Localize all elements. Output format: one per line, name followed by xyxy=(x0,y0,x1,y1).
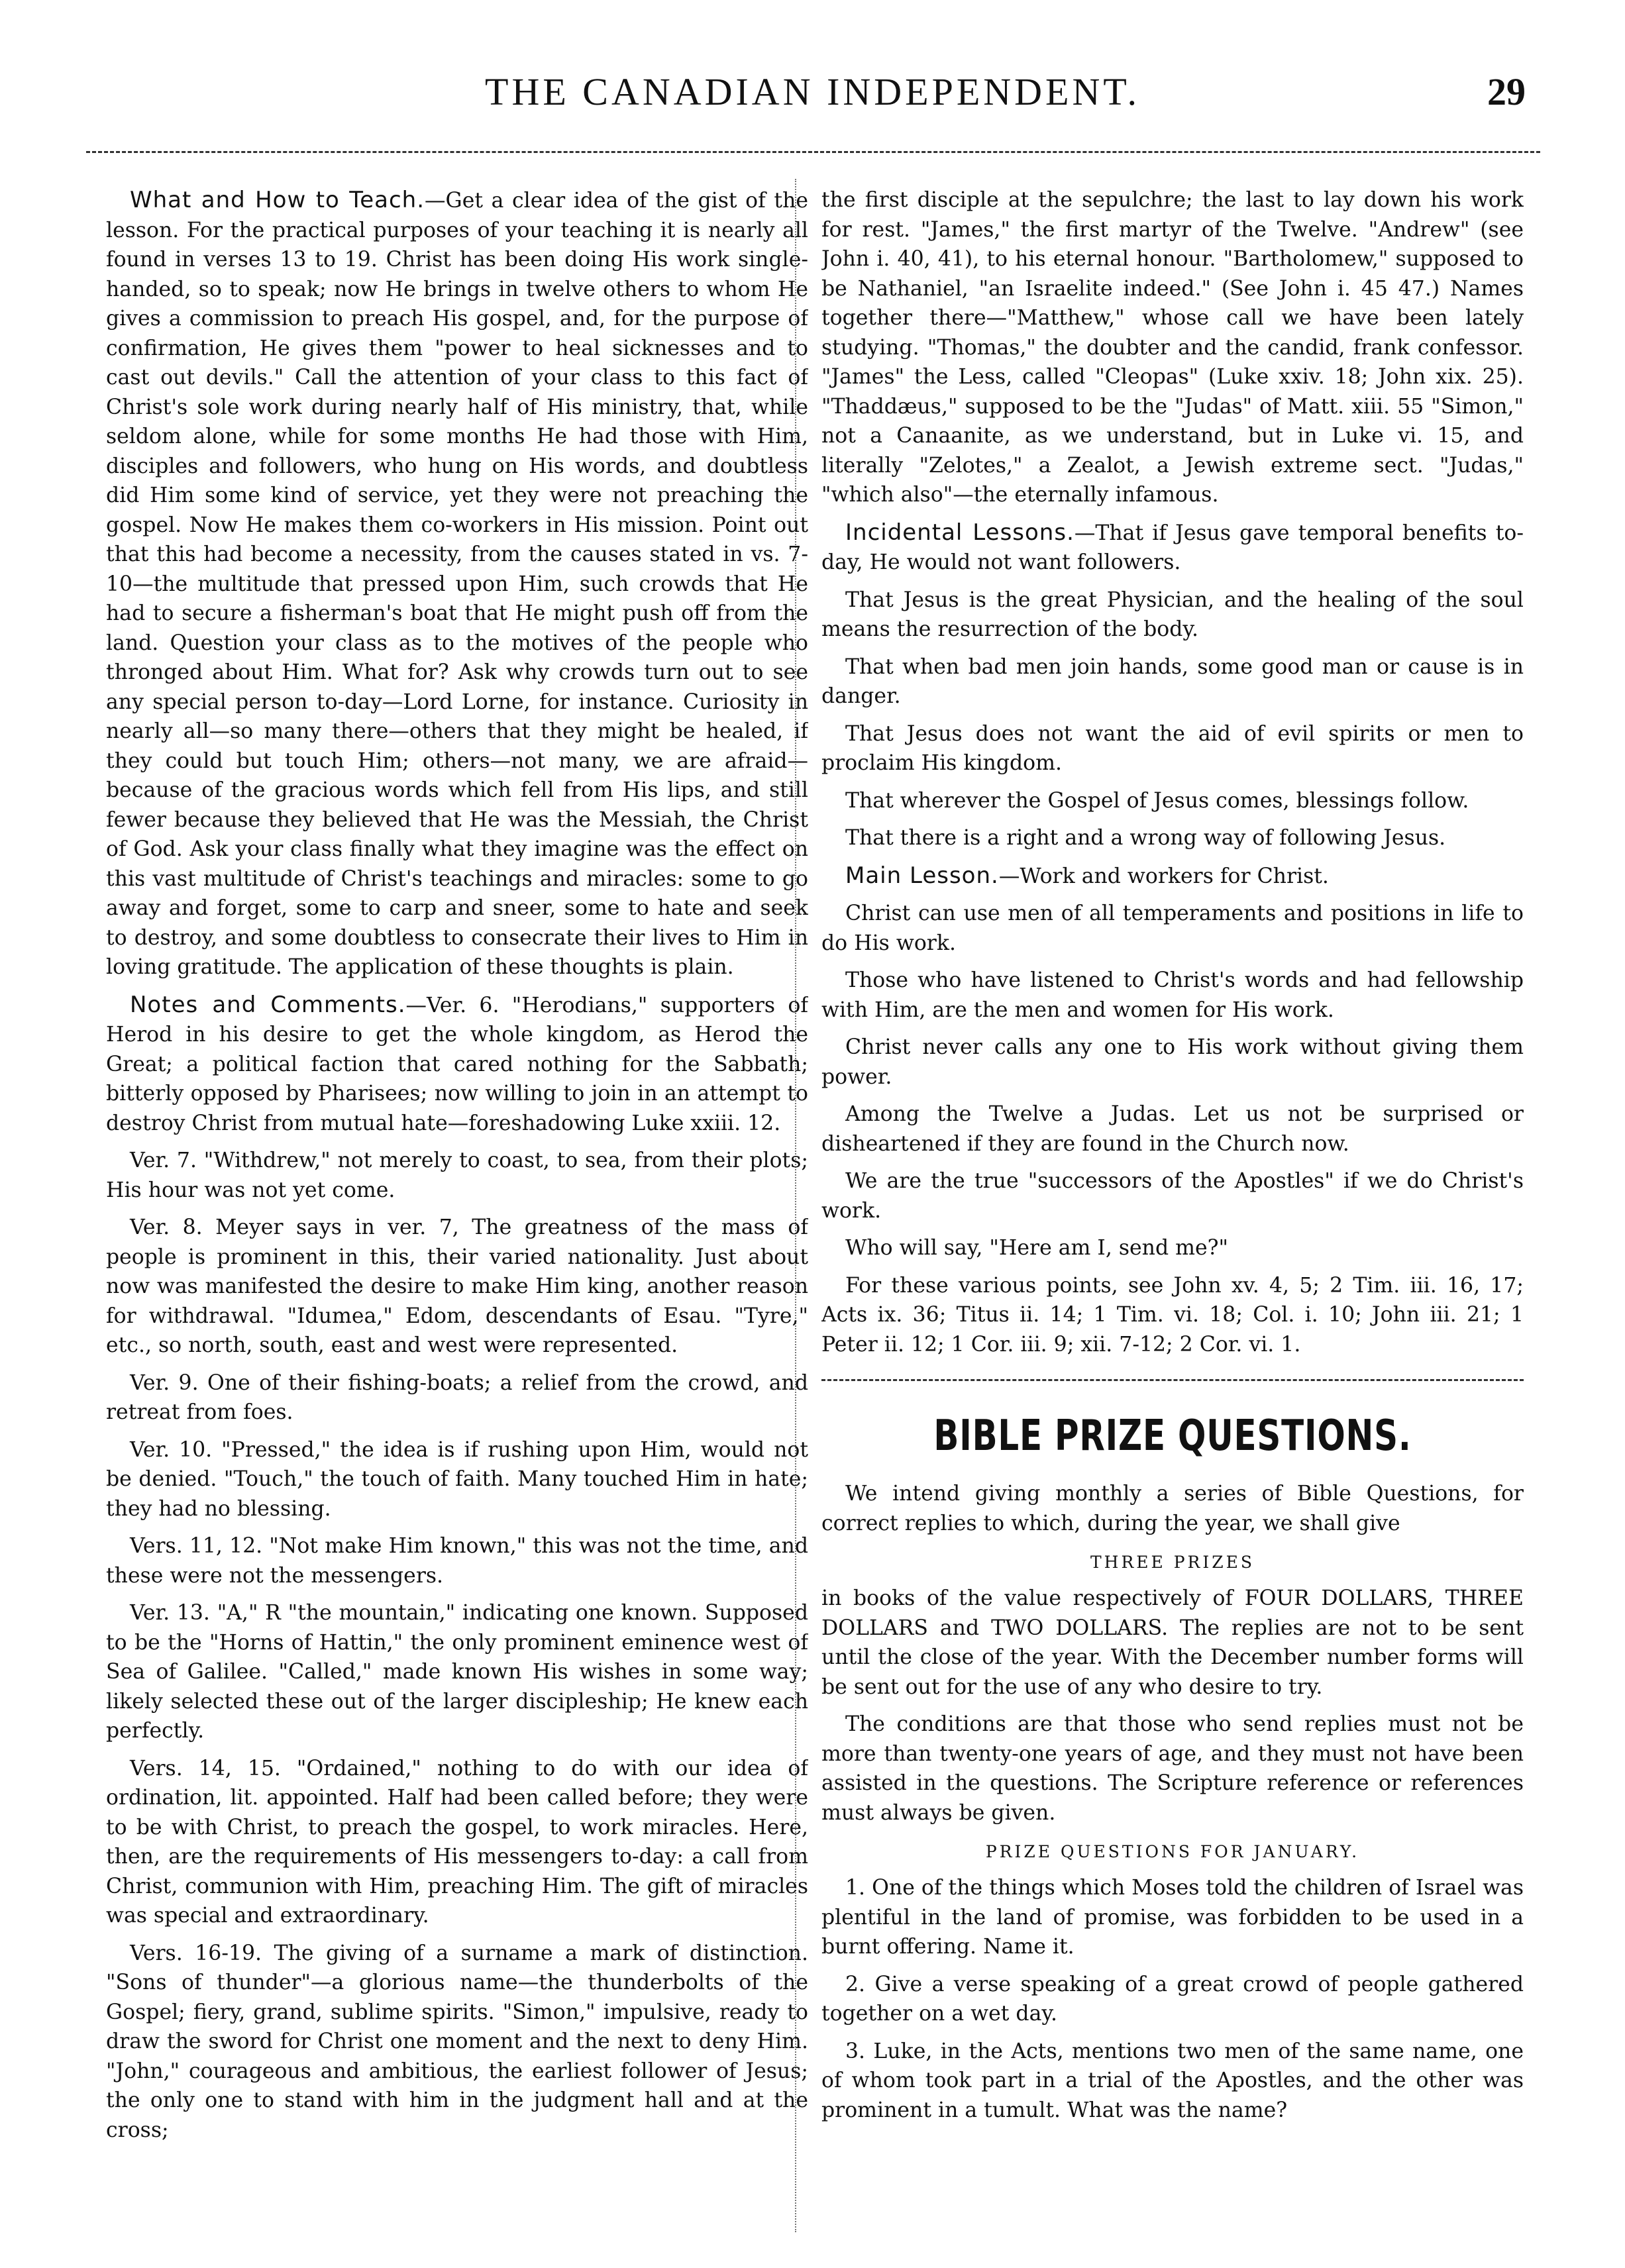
main-lesson-item: Christ never calls any one to His work without giving them power. xyxy=(821,1035,1524,1089)
main-lesson-item: Who will say, "Here am I, send me?" xyxy=(845,1236,1229,1260)
prizes-body: in books of the value respectively of FOUR DOLLARS, THREE DOLLARS and TWO DOLLARS. The replies are not to be sent until the close of the year. With the December number forms will be sent out for the use of any who desire to try. xyxy=(821,1586,1524,1699)
teach-body: —Get a clear idea of the gist of the lesson. For the practical purposes of your teaching it is nearly all found in verses 13 to 19. Christ has been doing His work single-handed, so to speak; now He brings in twelve others to whom He gives a commission to preach His gospel, and, for the purpose of confirmation, He gives them "power to heal sicknesses and to cast out devils." Call the attention of your class to this fact of Christ's sole work during nearly half of His ministry, that, while seldom alone, while for some months He had those with Him, disciples and followers, who hung on His words, and doubtless did Him some kind of service, yet they were not preaching the gospel. Now He makes them co-workers in His mission. Point out that this had become a necessity, from the causes stated in vs. 7-10—the multitude that pressed upon Him, such crowds that He had to secure a fisherman's boat that He might push off from the land. Question your class as to the motives of the people who thronged about Him. What for? Ask why crowds turn out to see any special person to-day—Lord Lorne, for instance. Curiosity in nearly all—so many there—others that they might be healed, if they could but touch Him; others—not many, we are afraid—because of the gracious words which fell from His lips, and still fewer because they believed that He was the Messiah, the Christ of God. Ask your class finally what they imagine was the effect on this vast multitude of Christ's teachings and miracles: some to go away and forget, some to carp and sneer, some to hate and seek to destroy, and some doubtless to consecrate their lives to Him in loving gratitude. The application of these thoughts is plain. xyxy=(106,189,808,979)
conditions-paragraph: The conditions are that those who send replies must not be more than twenty-one years of age, and they must not have been assisted in the questions. The Scripture reference or references must always be given. xyxy=(821,1712,1524,1825)
lesson-item: That wherever the Gospel of Jesus comes, blessings follow. xyxy=(845,788,1469,813)
verse-note: Vers. 11, 12. "Not make Him known," this was not the time, and these were not the messengers. xyxy=(106,1534,808,1588)
prize-questions-title: BIBLE PRIZE QUESTIONS. xyxy=(933,1412,1412,1461)
verse-note: Ver. 13. "A," R "the mountain," indicating one known. Supposed to be the "Horns of Hattin," the only prominent eminence west of Sea of Galilee. "Called," made known His wishes in some way; likely selected these out of the larger discipleship; He knew each perfectly. xyxy=(106,1601,808,1743)
prize-intro: We intend giving monthly a series of Bible Questions, for correct replies to which, during the year, we shall give xyxy=(821,1482,1524,1535)
main-lesson-item: For these various points, see John xv. 4, 5; 2 Tim. iii. 16, 17; Acts ix. 36; Titus ii. 14; 1 Tim. vi. 18; Col. i. 10; John iii. 21; 1 Peter ii. 12; 1 Cor. iii. 9; xii. 7-12; 2 Cor. vi. 1. xyxy=(821,1273,1524,1357)
january-questions-heading: PRIZE QUESTIONS FOR JANUARY. xyxy=(985,1842,1360,1861)
masthead-title: THE CANADIAN INDEPENDENT. xyxy=(485,70,1140,113)
main-lesson-body: —Work and workers for Christ. xyxy=(998,864,1329,888)
prize-question: 3. Luke, in the Acts, mentions two men of the same name, one of whom took part in a trial of the Apostles, and the other was prominent in a tumult. What was the name? xyxy=(821,2039,1524,2122)
verse-note: Ver. 9. One of their fishing-boats; a relief from the crowd, and retreat from foes. xyxy=(106,1370,808,1424)
prize-question: 2. Give a verse speaking of a great crowd of people gathered together on a wet day. xyxy=(821,1972,1524,2026)
notes-body: —Ver. 6. "Herodians," supporters of Herod in his desire to get the whole kingdom, as Herod the Great; a political faction that cared nothing for the Sabbath; bitterly opposed by Pharisees; now willing to join in an attempt to destroy Christ from mutual hate—foreshadowing Luke xxiii. 12. xyxy=(106,993,808,1135)
teach-paragraph xyxy=(106,185,808,982)
verse-note: Vers. 14, 15. "Ordained," nothing to do with our idea of ordination, lit. appointed. Half had been called before; they were to be with Christ, to preach the gospel, to work miracles. Here, then, are the requirements of His messengers to-day: a call from Christ, communion with Him, preaching Him. The gift of miracles was special and extraordinary. xyxy=(106,1756,808,1928)
section-rule xyxy=(821,1379,1524,1381)
incidental-paragraph xyxy=(821,518,1524,578)
main-lesson-heading: Main Lesson. xyxy=(845,862,999,889)
main-lesson-item: Among the Twelve a Judas. Let us not be surprised or disheartened if they are found in the Church now. xyxy=(821,1102,1524,1156)
incidental-heading: Incidental Lessons. xyxy=(845,519,1075,546)
incidental-body: —That if Jesus gave temporal benefits to-day, He would not want followers. xyxy=(821,521,1524,574)
notes-heading: Notes and Comments. xyxy=(130,991,406,1018)
continuation-paragraph: the first disciple at the sepulchre; the last to lay down his work for rest. "James," the first martyr of the Twelve. "Andrew" (see John i. 40, 41), to his eternal honour. "Bartholomew," supposed to be Nathaniel, "an Israelite indeed." (See John i. 45 47.) Names together there—"Matthew," whose call we have been lately studying. "Thomas," the doubter and the candid, frank confessor. "James" the Less, called "Cleopas" (Luke xxiv. 18; John xix. 25). "Thaddæus," supposed to be the "Judas" of Matt. xiii. 55 "Simon," not a Canaanite, as we understand, but in Luke vi. 15, and literally "Zelotes," a Zealot, a Jewish extreme sect. "Judas," "which also"—the eternally infamous. xyxy=(821,188,1524,507)
right-column xyxy=(821,185,1524,2232)
lesson-item: That Jesus is the great Physician, and the healing of the soul means the resurrection of the body. xyxy=(821,588,1524,641)
lesson-item: That there is a right and a wrong way of following Jesus. xyxy=(845,826,1446,850)
teach-heading: What and How to Teach. xyxy=(130,187,425,213)
lesson-item: That Jesus does not want the aid of evil spirits or men to proclaim His kingdom. xyxy=(821,721,1524,775)
header-rule xyxy=(86,151,1540,153)
page-header xyxy=(0,70,1625,129)
verse-note: Vers. 16-19. The giving of a surname a mark of distinction. "Sons of thunder"—a glorious name—the thunderbolts of the Gospel; fiery, grand, sublime spirits. "Simon," impulsive, ready to draw the sword for Christ one moment and the next to deny Him. "John," courageous and ambitious, the earliest follower of Jesus; the only one to stand with him in the judgment hall and at the cross; xyxy=(106,1941,808,2142)
lesson-item: That when bad men join hands, some good man or cause is in danger. xyxy=(821,654,1524,708)
left-column xyxy=(106,185,808,2232)
main-lesson-item: Those who have listened to Christ's words and had fellowship with Him, are the men and women for His work. xyxy=(821,968,1524,1022)
notes-paragraph xyxy=(106,990,808,1139)
verse-note: Ver. 8. Meyer says in ver. 7, The greatness of the mass of people is prominent in this, their varied nationality. Just about now was manifested the desire to make Him king, another reason for withdrawal. "Idumea," Edom, descendants of Esau. "Tyre," etc., so north, south, east and west were represented. xyxy=(106,1215,808,1357)
main-lesson-paragraph xyxy=(821,861,1524,892)
main-lesson-item: Christ can use men of all temperaments and positions in life to do His work. xyxy=(821,902,1524,955)
page-number: 29 xyxy=(1487,70,1526,113)
prize-question: 1. One of the things which Moses told the children of Israel was plentiful in the land of promise, was forbidden to be used in a burnt offering. Name it. xyxy=(821,1876,1524,1959)
verse-note: Ver. 10. "Pressed," the idea is if rushing upon Him, would not be denied. "Touch," the touch of faith. Many touched Him in hate; they had no blessing. xyxy=(106,1437,808,1521)
three-prizes-heading: THREE PRIZES xyxy=(1090,1553,1255,1572)
main-lesson-item: We are the true "successors of the Apostles" if we do Christ's work. xyxy=(821,1169,1524,1223)
verse-note: Ver. 7. "Withdrew," not merely to coast, to sea, from their plots; His hour was not yet come. xyxy=(106,1149,808,1202)
